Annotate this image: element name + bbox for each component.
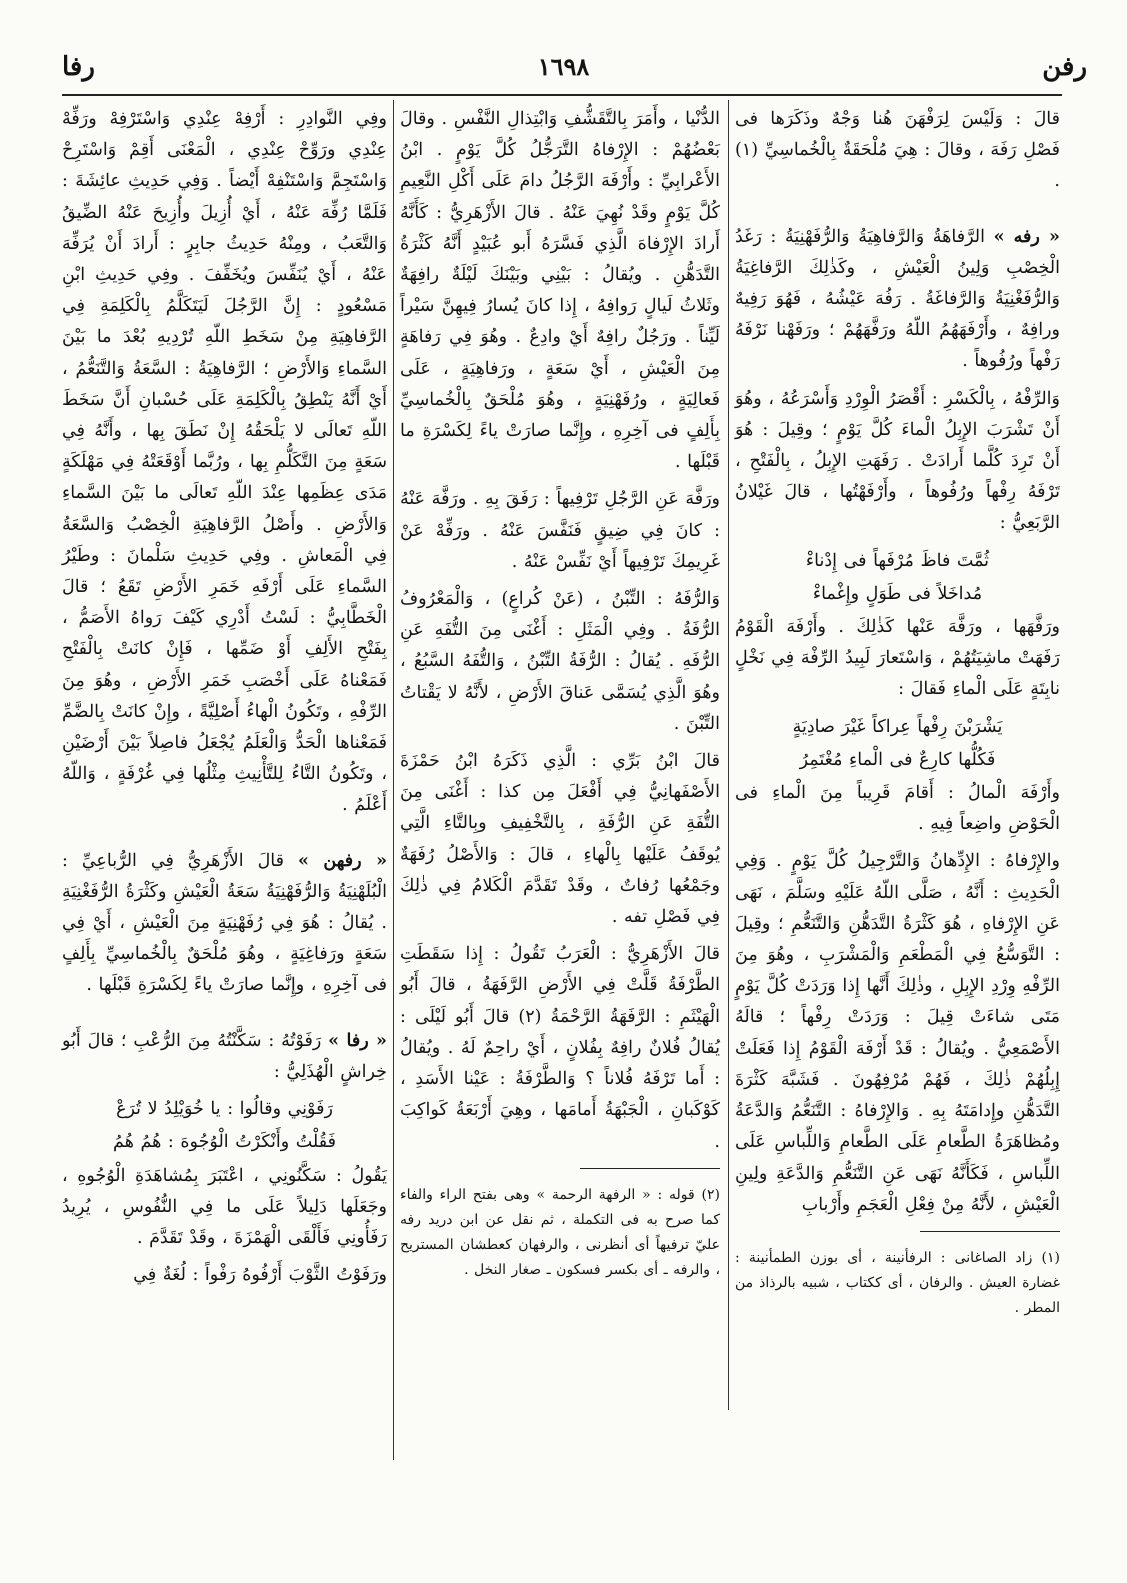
verse-line: يَشْرَبْنَ رِفْهاً عِراكاً غَيْرَ صادِيَةٍ (792, 716, 1003, 737)
column-right (735, 104, 1060, 1335)
paragraph: قالَ الأَزْهَرِيُّ فِي الرُّباعِيِّ : الْبُلَهْنِيَةُ وَالرُّفَهْنِيَةُ سَعَةُ الْعَيْشِ وكَثْرَةُ الرُّفَغْنِيَةِ . يُقالُ : هُوَ فِي رُفَهْنِيَةٍ مِنَ الْعَيْشِ ، أَيْ فِي سَعَةٍ ورَفاغِيَةٍ ، وهُوَ مُلْحَقٌ بِالْخُماسِيِّ بِأَلِفٍ فى آخِرِهِ ، وإِنَّما صارَتْ ياءً لِكَسْرَةِ قَبْلَها . (62, 850, 387, 996)
entry-rafah (735, 222, 1060, 378)
paragraph: قالَ الأَزْهَرِيُّ : الْعَرَبُ تَقُولُ : إِذا سَقَطَتِ الطَّرْفَةُ قَلَّتْ فِي الأَرْضِ الرَّفَهَةُ ، قالَ أَبُو الْهَيْثَمِ : الرَّفَهَةُ الرَّحْمَةُ (٢) قالَ أَبُو لَيْلَى : يُقالُ فُلانٌ رافِهٌ بِفُلانٍ ، أَيْ راحِمٌ لَهُ . ويُقالُ : أَما تَرْفَهُ فُلاناً ؟ وَالطَّرْفَةُ : عَيْنا الأَسَدِ ، كَوْكَبانِ ، الْجَبْهَةُ أَمامَها ، وهِيَ أَرْبَعَةُ كَواكِبَ . (400, 944, 720, 1152)
paragraph: ورَفَّهَ عَنِ الرَّجُلِ تَرْفِيهاً : رَفَقَ بِهِ . ورَفَّهَ عَنْهُ : كانَ فِي ضِيقٍ فَنَفَّسَ عَنْهُ . ورَفِّهْ عَنْ غَرِيمِكَ تَرْفِيهاً أَيْ نَفِّسْ عَنْهُ . (400, 489, 720, 572)
running-head-right: رفن (1042, 52, 1087, 82)
paragraph: ورَفَوْتُ الثَّوْبَ أَرْفُوهُ رَفْواً : لُغَةٌ فِي (133, 1265, 387, 1286)
column-middle (400, 104, 720, 1297)
entry-rafhan (62, 846, 387, 1002)
headword: « رفه » (993, 226, 1060, 247)
verse-line: ثُمَّتَ فاظَ مُرْفَهاً فى إِدْناءْ (805, 550, 990, 571)
verse-line: فَقُلْتُ وأَنْكَرْتُ الْوُجُوهَ : هُمُ هُمُ (113, 1132, 336, 1153)
entry-rafa (62, 1026, 387, 1088)
paragraph: وَالرِّفْهُ ، بِالْكَسْرِ : أَقْصَرُ الْوِرْدِ وَأَسْرَعُهُ ، وهُوَ أَنْ تَشْرَبَ الإِبِلُ الْماءَ كُلَّ يَوْمٍ ؛ وقِيلَ : هُوَ أَنْ تَرِدَ كُلَّما أَرادَتْ . رَفَهَتِ الإِبِلُ ، بِالْفَتْحِ ، تَرْفَهُ رِفْهاً ورُفُوهاً ، وأَرْفَهْتُها ، قالَ غَيْلانُ الرَّبَعِيُّ : (735, 388, 1060, 534)
paragraph: الرَّفاهَةُ وَالرَّفاهِيَةُ وَالرُّفَهْنِيَةُ : رَغَدُ الْخِصْبِ وَلِينُ الْعَيْشِ ، وكَذٰلِكَ الرَّفاغِيَةُ وَالرُّفَغْنِيَةُ وَالرَّفاغَةُ . رَفُهَ عَيْشُهُ ، فَهُوَ رَفِيهٌ ورافِهٌ ، وأَرْفَهَهُمُ اللّهُ ورَفَّهَهُمْ ؛ ورَفَهْنا نَرْفَهُ رَفْهاً ورُفُوهاً . (735, 226, 1060, 372)
paragraph: يَقُولُ : سَكَّنُونِي ، اعْتَبَرَ بِمُشاهَدَةِ الْوُجُوهِ ، وجَعَلَها دَلِيلاً عَلَى ما فِي النُّفُوسِ ، يُرِيدُ رَفَأُونِي فَأَلْقَى الْهَمْزَةَ ، وقَدْ تَقَدَّمَ . (62, 1165, 387, 1248)
column-divider-left (393, 100, 394, 1460)
paragraph: وَالرُّفَهُ : التِّبْنُ ، (عَنْ كُراعٍ) ، وَالْمَعْرُوفُ الرُّفَةُ . وفِي الْمَثَلِ : أَغْنَى مِنَ التُّفَهِ عَنِ الرُّفَهِ . يُقالُ : الرُّفَةُ التِّبْنُ ، وَالتُّفَهُ السَّبُعُ ، وهُوَ الَّذِي يُسَمَّى عَناقَ الأَرْضِ ، لأَنَّهُ لا يَقْتاتُ التِّبْنَ . (400, 589, 720, 734)
paragraph: وأَرْفَهَ الْمالُ : أَقامَ قَرِيباً مِنَ الْماءِ فى الْحَوْضِ واضِعاً فِيهِ . (735, 783, 1060, 835)
paragraph: والإِرْفاهُ : الإِدِّهانُ وَالتَّرْجِيلُ كُلَّ يَوْمٍ . وَفِي الْحَدِيثِ : أَنَّهُ ، صَلَّى اللّهُ عَلَيْهِ وسَلَّمَ ، نَهَى عَنِ الإِرْفاهِ ، هُوَ كَثْرَةُ التَّدَهُّنِ وَالتَّنَعُّمِ ؛ وقِيلَ : التَّوَسُّعُ فِي الْمَطْعَمِ وَالْمَشْرَبِ ، وهُوَ مِنَ الرِّفْهِ وِرْدِ الإِبِلِ ، وذٰلِكَ أَنَّها إِذا وَرَدَتْ كُلَّ يَوْمٍ مَتَى شاءَتْ قِيلَ : وَرَدَتْ رِفْهاً ؛ قالَهُ الأَصْمَعِيُّ . ويُقالُ : قَدْ أَرْفَهَ الْقَوْمُ إِذا فَعَلَتْ إِبِلُهُمْ ذٰلِكَ ، فَهُمْ مُرْفِهُونَ . فَشَبَّهَ كَثْرَةَ التَّدَهُّنِ وإِدامَتَهُ بِهِ . وَالإِرْفاهُ : التَّنَعُّمُ وَالدَّعَةُ ومُظاهَرَةُ الطَّعامِ عَلَى الطَّعامِ وَاللِّباسِ عَلَى اللِّباسِ ، فَكَأَنَّهُ نَهَى عَنِ التَّنَعُّمِ وَالدَّعَةِ ولِينِ الْعَيْشِ ، لأَنَّهُ مِنْ فِعْلِ الْعَجَمِ وأَرْبابِ (735, 851, 1060, 1215)
paragraph: قالَ ابْنُ بَرِّي : الَّذِي ذَكَرَهُ ابْنُ حَمْزَةَ الأَصْفَهانِيُّ فِي أَفْعَلَ مِن كذا : أَغْنَى مِنَ التُّفَةِ عَنِ الرُّفَةِ ، بِالتَّخْفِيفِ وبِالتَّاءِ الَّتِي يُوقَفُ عَلَيْها بِالْهاءِ ، قالَ : وَالأَصْلُ رُفَهَةٌ وجَمْعُها رُفاتٌ ، وقَدْ تَقَدَّمَ الْكَلامُ فِي ذٰلِكَ فِي فَصْلِ تفه . (400, 751, 720, 928)
headword: « رفهن » (297, 850, 388, 871)
column-left (62, 104, 387, 1297)
running-head-left: رفا (62, 52, 95, 82)
footnote-rule (580, 1168, 720, 1169)
header-rule (62, 94, 1062, 96)
page-number: ١٦٩٨ (537, 52, 590, 81)
verse-line: مُداخَلاً فى طَوَلٍ وإِغْماءْ (812, 583, 983, 604)
verse-line: فَكُلُّها كارِعٌ فى الْماءِ مُغْتَمِرُ (799, 749, 996, 770)
footnote: (١) زاد الصاغانى : الرفأنينة ، أى بوزن الطمأنينة : غضارة العيش . والرفان ، أى ككتاب ، شبيه بالرذاذ من المطر . (735, 1249, 1060, 1316)
paragraph: وفِي النَّوادِرِ : أَرْفِهْ عِنْدِي وَاسْتَرْفِهْ ورَفِّهْ عِنْدِي ورَوِّحْ عِنْدِي ، الْمَعْنَى أَقِمْ وَاسْتَرِحْ وَاسْتَجِمَّ وَاسْتَنْفِهْ أَيْضاً . وَفِي حَدِيثِ عائِشَةَ : فَلَمَّا رُفِّهَ عَنْهُ ، أَيْ أُزِيلَ وأُزِيحَ عَنْهُ الضِّيقُ وَالتَّعَبُ ، ومِنْهُ حَدِيثُ جابِرٍ : أَرادَ أَنْ يُرَفِّهَ عَنْهُ ، أَيْ يُنَفِّسَ ويُخَفِّفَ . وفِي حَدِيثِ ابْنِ مَسْعُودٍ : إِنَّ الرَّجُلَ لَيَتَكَلَّمُ بِالْكَلِمَةِ فِي الرَّفاهِيَةِ مِنْ سَخَطِ اللّهِ تُرْدِيهِ بُعْدَ ما بَيْنَ السَّماءِ وَالأَرْضِ ؛ الرَّفاهِيَةُ : السَّعَةُ وَالتَّنَعُّمُ ، أَيْ أَنَّهُ يَنْطِقُ بِالْكَلِمَةِ عَلَى حُسْبانِ أَنَّ سَخَطَ اللّهِ تَعالَى لا يَلْحَقُهُ إِنْ نَطَقَ بِها ، وأَنَّهُ فِي سَعَةٍ مِنَ التَّكَلُّمِ بِها ، ورُبَّما أَوْقَعَتْهُ فِي مَهْلَكَةٍ مَدَى عِظَمِها عِنْدَ اللّهِ تَعالَى ما بَيْنَ السَّماءِ وَالأَرْضِ . وأَصْلُ الرَّفاهِيَةِ الْخِصْبُ وَالسَّعَةُ فِي الْمَعاشِ . وفِي حَدِيثِ سَلْمانَ : وطَيْرُ السَّماءِ عَلَى أَرْفَهِ خَمَرِ الأَرْضِ تَقَعُ ؛ قالَ الْخَطَّابِيُّ : لَسْتُ أَدْرِي كَيْفَ رَواهُ الأَصَمُّ ، بِفَتْحِ الأَلِفِ أَوْ ضَمِّها ، فَإِنْ كانَتْ بِالْفَتْحِ فَمَعْناهُ عَلَى أَخْصَبِ خَمَرِ الأَرْضِ ، وهُوَ مِنَ الرِّفْهِ ، وتَكُونُ الْهاءُ أَصْلِيَّةً ، وإِنْ كانَتْ بِالضَّمِّ فَمَعْناها الْحَدُّ وَالْعَلَمُ يُجْعَلُ فاصِلاً بَيْنَ أَرْضَيْنِ ، وتَكُونُ التَّاءُ لِلتَّأْنِيثِ مِثْلُها فِي غُرْفَةٍ ، وَاللّهُ أَعْلَمُ . (62, 109, 387, 816)
footnote-rule (920, 1231, 1060, 1232)
column-divider-right (728, 100, 729, 1410)
footnote: (٢) قوله : « الرفهة الرحمة » وهى بفتح الراء والفاء كما صرح به فى التكملة ، ثم نقل عن ابن دريد رفه عليّ ترفيهاً أى أنظرنى ، والرفهان كعطشان المستريح ، والرفه ـ أى بكسر فسكون ـ صغار النخل . (400, 1186, 720, 1278)
paragraph: ورَفَّهَها ، ورَفَّهَ عَنْها كَذٰلِكَ . وأَرْفَهَ الْقَوْمُ رَفَهَتْ ماشِيَتُهُمْ ، وَاسْتَعارَ لَبِيدُ الرِّفْهَ فِي نَخْلٍ نابِتَةٍ عَلَى الْماءِ فَقالَ : (735, 617, 1060, 700)
paragraph: رَفَوْتُهُ : سَكَّنْتُهُ مِنَ الرُّعْبِ ؛ قالَ أَبُو خِراشٍ الْهُذَلِيُّ : (62, 1030, 387, 1082)
paragraph: الدُّنْيا ، وأَمَرَ بِالتَّقَشُّفِ وَابْتِذالِ النَّفْسِ . وقالَ بَعْضُهُمْ : الإِرْفاهُ التَّرَجُّلُ كُلَّ يَوْمٍ . ابْنُ الأَعْرابِيِّ : وأَرْفَهَ الرَّجُلُ دامَ عَلَى أَكْلِ النَّعِيمِ كُلَّ يَوْمٍ وقَدْ نُهِيَ عَنْهُ . قالَ الأَزْهَرِيُّ : كَأَنَّهُ أَرادَ الإِرْفاهَ الَّذِي فَسَّرَهُ أَبو عُبَيْدٍ أَنَّهُ كَثْرَةُ التَّدَهُّنِ . ويُقالُ : بَيْنِي وبَيْنَكَ لَيْلَةٌ رافِهَةٌ وثَلاثُ لَيالٍ رَوافِهُ ، إِذا كانَ يُسارُ فِيهِنَّ سَيْراً لَيِّناً . ورَجُلٌ رافِهٌ أَيْ وادِعٌ . وهُوَ فِي رَفاهَةٍ مِنَ الْعَيْشِ ، أَيْ سَعَةٍ ، ورَفاهِيَةٍ ، عَلَى فَعالِيَةٍ ، ورُفَهْنِيَةٍ ، وهُوَ مُلْحَقٌ بِالْخُماسِيِّ بِأَلِفٍ فى آخِرِهِ ، وإِنَّما صارَتْ ياءً لِكَسْرَةِ ما قَبْلَها . (400, 109, 720, 473)
headword: « رفا » (328, 1030, 387, 1051)
paragraph: قالَ : وَلَيْسَ لِرَفْهَنَ هُنا وَجْهٌ وذَكَرَها فى فَصْلِ رَفَهَ ، وقالَ : هِيَ مُلْحَقَةٌ بِالْخُماسِيِّ (١) . (734, 109, 1060, 192)
verse-line: رَفَوْنِي وقالُوا : يا خُوَيْلِدُ لا تُرَعْ (116, 1099, 333, 1120)
